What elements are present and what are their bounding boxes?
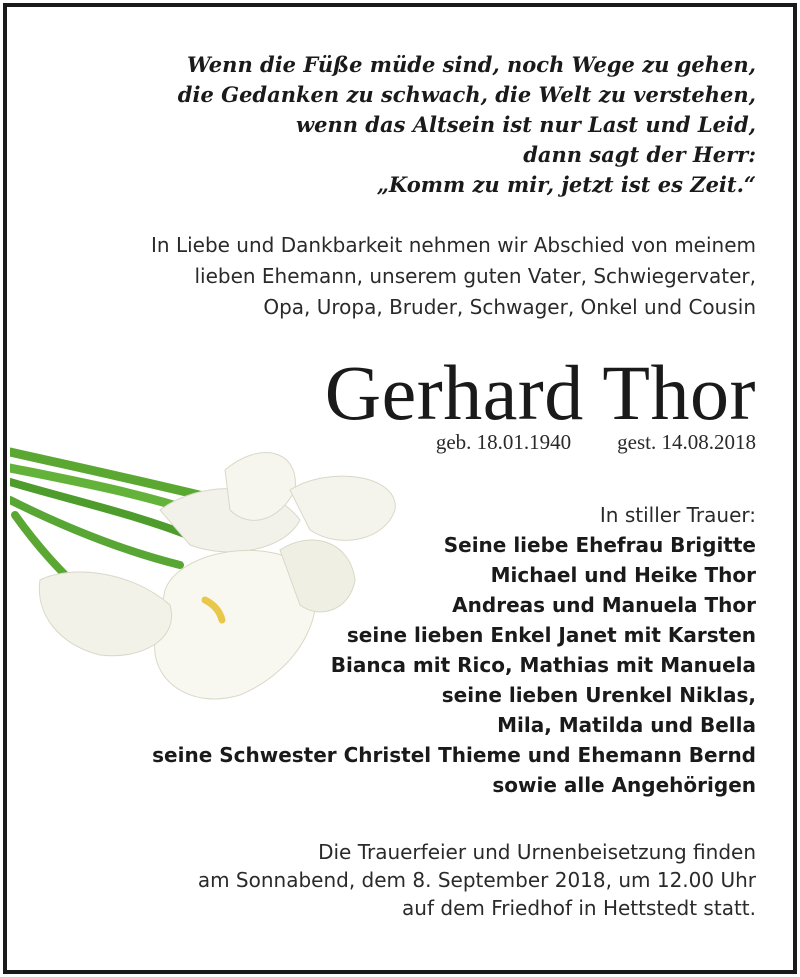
deceased-name: Gerhard Thor <box>324 349 756 436</box>
mourner-line: seine Schwester Christel Thieme und Ehemann Bernd <box>152 743 756 767</box>
funeral-notice <box>198 838 756 922</box>
funeral-line: Die Trauerfeier und Urnenbeisetzung finden <box>318 840 756 864</box>
mourner-line: Mila, Matilda und Bella <box>497 713 756 737</box>
funeral-line: auf dem Friedhof in Hettstedt statt. <box>402 896 756 920</box>
poem-block <box>56 50 756 200</box>
life-dates <box>436 428 756 456</box>
poem-line: die Gedanken zu schwach, die Welt zu verstehen, <box>177 82 756 107</box>
death-date: gest. 14.08.2018 <box>617 430 756 454</box>
poem-line: Wenn die Füße müde sind, noch Wege zu gehen, <box>186 52 756 77</box>
mourner-line: Michael und Heike Thor <box>490 563 756 587</box>
mourner-line: Bianca mit Rico, Mathias mit Manuela <box>330 653 756 677</box>
poem-line: „Komm zu mir, jetzt ist es Zeit.“ <box>376 172 756 197</box>
mourners-heading: In stiller Trauer: <box>599 503 756 527</box>
mourner-line: Andreas und Manuela Thor <box>452 593 756 617</box>
funeral-line: am Sonnabend, dem 8. September 2018, um 12.00 Uhr <box>197 868 756 892</box>
mourner-line: seine lieben Urenkel Niklas, <box>441 683 756 707</box>
mourner-line: sowie alle Angehörigen <box>492 773 756 797</box>
birth-date: geb. 18.01.1940 <box>435 430 572 454</box>
intro-line: In Liebe und Dankbarkeit nehmen wir Abschied von meinem <box>151 233 756 257</box>
poem-line: dann sagt der Herr: <box>523 142 756 167</box>
mourner-line: Seine liebe Ehefrau Brigitte <box>443 533 756 557</box>
intro-line: lieben Ehemann, unserem guten Vater, Schwiegervater, <box>194 264 756 288</box>
intro-line: Opa, Uropa, Bruder, Schwager, Onkel und Cousin <box>263 295 756 319</box>
mourner-line: seine lieben Enkel Janet mit Karsten <box>346 623 756 647</box>
mourners-block <box>152 500 756 800</box>
poem-line: wenn das Altsein ist nur Last und Leid, <box>296 112 756 137</box>
intro-text <box>36 230 756 323</box>
